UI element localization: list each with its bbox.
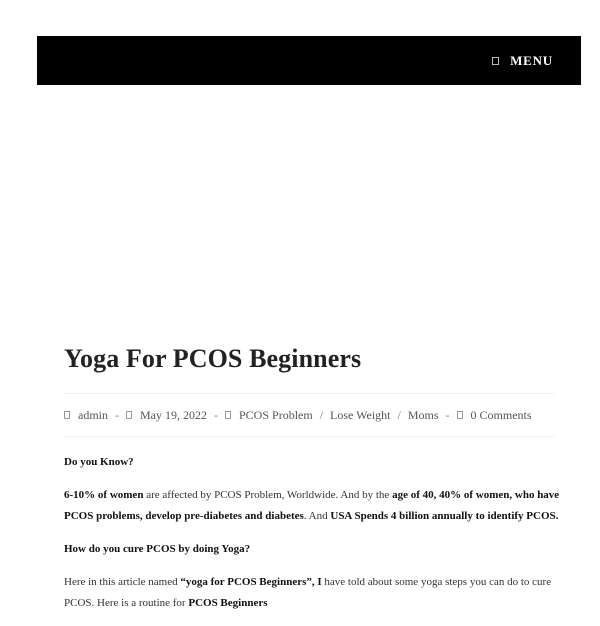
meta-separator: - (445, 407, 450, 422)
category-link[interactable]: PCOS Problem (239, 407, 313, 422)
bold-text: Do you Know? (64, 456, 134, 468)
comments-link[interactable]: 0 Comments (470, 407, 532, 422)
paragraph (64, 452, 564, 473)
folder-icon (225, 411, 231, 419)
bold-text: “yoga for PCOS Beginners”, I (180, 576, 322, 588)
bold-text: USA Spends 4 billion annually to identify PCOS. (330, 510, 559, 522)
meta-separator: - (115, 407, 119, 422)
author-link[interactable]: admin (78, 407, 108, 422)
comment-icon (457, 411, 463, 419)
calendar-icon (126, 411, 132, 419)
body-text: are affected by PCOS Problem, Worldwide. And by the (143, 489, 393, 501)
paragraph (64, 572, 564, 614)
body-text: . And (303, 510, 331, 522)
body-text: have told about some yoga steps you can do to cure PCOS. Here is a routine for (64, 576, 552, 609)
user-icon (64, 411, 70, 419)
bold-text: How do you cure PCOS by doing Yoga? (64, 543, 251, 555)
category-separator: / (397, 407, 401, 422)
meta-separator: - (214, 407, 218, 422)
paragraph (64, 485, 564, 527)
menu-label: MENU (510, 53, 553, 68)
post-title: Yoga For PCOS Beginners (64, 344, 362, 373)
post-meta (64, 393, 554, 437)
category-link[interactable]: Lose Weight (330, 407, 391, 422)
category-separator: / (319, 407, 324, 422)
category-link[interactable]: Moms (407, 407, 439, 422)
menu-button[interactable] (492, 53, 553, 69)
date-link[interactable]: May 19, 2022 (140, 407, 207, 422)
paragraph (64, 539, 564, 560)
menu-icon (492, 57, 499, 65)
bold-text: PCOS Beginners (188, 597, 268, 609)
body-text: Here in this article named (64, 576, 181, 588)
top-navbar (37, 36, 581, 85)
bold-text: 6-10% of women (64, 489, 144, 501)
bold-text: age of 40, 40% of women, who have PCOS problems, develop pre-diabetes and diabetes (64, 489, 560, 522)
